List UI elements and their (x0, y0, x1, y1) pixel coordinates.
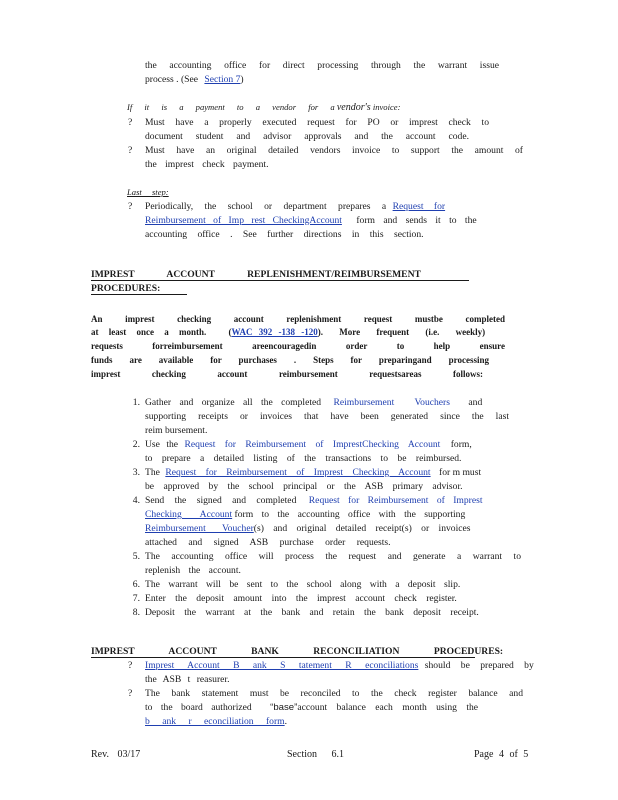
checking-account-link[interactable]: Checking Account (145, 509, 233, 520)
more-frequent-text: ). More frequent (i.e. weekly) (317, 327, 486, 337)
step-6-number: 6. (132, 579, 140, 590)
reimbursement-voucher-link[interactable]: Reimbursement Voucher (145, 523, 254, 534)
bullet-marker: ? (128, 201, 133, 212)
replenishment-heading-line-2: PROCEDURES: (91, 283, 161, 294)
last-step-line-3: accounting office . See further directions in this section. (145, 229, 424, 240)
bank-reconciliation-form-link[interactable]: b ank r econciliation form (145, 716, 285, 727)
step-4-form-text: form to the accounting office with the supporting (234, 509, 466, 520)
step-2-line-2: to prepare a detailed listing of the transactions to be reimbursed. (145, 453, 462, 464)
reimbursement-vouchers-link[interactable]: Reimbursement Vouchers (333, 397, 450, 408)
step-3-number: 3. (132, 467, 140, 478)
step-1-text: Gather and organize all the completed (145, 397, 322, 408)
step-4-line-1 (145, 494, 483, 508)
last-step-line-2 (145, 214, 477, 228)
step-7-line-1: Enter the deposit amount into the imprest account check register. (145, 593, 457, 604)
intro-close-paren: ) (240, 74, 244, 85)
bullet-marker: ? (128, 145, 133, 156)
step-5-line-1: The accounting office will process the request and generate a warrant to (145, 551, 521, 562)
step-1-line-1 (145, 396, 505, 410)
base-quoted-text: “base” (270, 702, 298, 713)
request-reimbursement-imprest-link[interactable]: Request for Reimbursement of Imprest (308, 495, 483, 506)
request-reimbursement-underlined-link[interactable]: Request for Reimbursement of Imprest Checking Account (165, 467, 431, 478)
step-2-line-1 (145, 438, 472, 452)
heading-underline (91, 657, 475, 658)
last-step-heading: Last step: (127, 187, 169, 197)
vendor-heading-suffix: invoice: (372, 102, 401, 112)
footer-section: Section 6.1 (287, 749, 344, 760)
step-8-line-1: Deposit the warrant at the bank and retain the bank deposit receipt. (145, 607, 479, 618)
replenishment-heading-line-1: IMPREST ACCOUNT REPLENISHMENT/REIMBURSEMENT (91, 269, 421, 280)
vendor-heading-emph: vendor's (336, 102, 371, 113)
intro-line-2 (145, 73, 244, 87)
reimbursement-imprest-checking-link[interactable]: Reimbursement of Imp rest CheckingAccount (145, 215, 342, 226)
last-step-text: Periodically, the school or department prepares a (145, 201, 387, 212)
step-4-receipts-text: (s) and original detailed receipt(s) or invoices (253, 523, 471, 534)
step-5-number: 5. (132, 551, 140, 562)
replenishment-para-line-2 (91, 326, 485, 340)
step-3-form-must: for m must (439, 467, 482, 478)
vendor-heading-prefix: If it is a payment to a vendor for a (127, 102, 335, 112)
at-least-once-text: at least once a month. (91, 327, 207, 337)
vendor-bullet-1-line-2: document student and advisor approvals and the account code. (145, 131, 469, 142)
step-2-text: Use the (145, 439, 179, 450)
step-1-line-3: reim bursement. (145, 425, 208, 436)
vendor-bullet-2-line-2: the imprest check payment. (145, 159, 269, 170)
reconciliation-heading: IMPREST ACCOUNT BANK RECONCILIATION PROCEDURES: (91, 646, 504, 657)
footer-page-number: Page 4 of 5 (474, 749, 529, 760)
wac-link[interactable]: WAC 392 -138 -120 (231, 327, 318, 337)
step-4-number: 4. (132, 495, 140, 506)
step-1-line-2: supporting receipts or invoices that have been generated since the last (145, 411, 509, 422)
replenishment-para-line-4: funds are available for purchases . Steps for preparingand processing (91, 355, 489, 365)
step-5-line-2: replenish the account. (145, 565, 241, 576)
reconciliation-bullet-2-line-2 (145, 701, 478, 715)
step-4-text: Send the signed and completed (145, 495, 297, 506)
footer-revision: Rev. 03/17 (91, 749, 141, 760)
request-reimbursement-link[interactable]: Request for Reimbursement of ImprestChecking Account (184, 439, 441, 450)
bullet-marker: ? (128, 660, 133, 671)
replenishment-para-line-5: imprest checking account reimbursement requestsareas follows: (91, 369, 483, 379)
board-authorized-text: to the board authorized (145, 702, 252, 713)
step-8-number: 8. (132, 607, 140, 618)
replenishment-para-line-3: requests forreimbursement areencouragedin order to help ensure (91, 341, 505, 351)
step-4-line-3 (145, 522, 471, 536)
heading-underline (91, 280, 469, 281)
step-1-and: and (468, 397, 483, 408)
vendor-bullet-1-line-1: Must have a properly executed request for PO or imprest check to (145, 117, 489, 128)
reconciliation-bullet-2-line-1: The bank statement must be reconciled to the check register balance and (145, 688, 523, 699)
request-for-link[interactable]: Request for (392, 201, 446, 212)
vendor-bullet-2-line-1: Must have an original detailed vendors invoice to support the amount of (145, 145, 523, 156)
should-be-prepared-text: should be prepared by (424, 660, 534, 671)
bullet-marker: ? (128, 117, 133, 128)
vendor-invoice-heading (127, 101, 401, 115)
step-2-form: form, (450, 439, 472, 450)
step-6-line-1: The warrant will be sent to the school along with a deposit slip. (145, 579, 461, 590)
reconciliation-bullet-1-line-2: the ASB t reasurer. (145, 674, 230, 685)
intro-line-1: the accounting office for direct processing through the warrant issue (145, 60, 499, 71)
step-4-line-2 (145, 508, 465, 522)
step-1-number: 1. (132, 397, 140, 408)
section-7-link[interactable]: Section 7 (204, 74, 241, 85)
account-balance-text: account balance each month using the (297, 702, 479, 713)
last-step-line-1 (145, 200, 445, 214)
step-2-number: 2. (132, 439, 140, 450)
step-3-text: The (145, 467, 160, 478)
bank-statement-reconciliations-link[interactable]: Imprest Account B ank S tatement R econciliations (145, 660, 419, 671)
step-7-number: 7. (132, 593, 140, 604)
bullet-marker: ? (128, 688, 133, 699)
step-3-line-2: be approved by the school principal or the ASB primary advisor. (145, 481, 463, 492)
open-paren: ( (228, 327, 232, 337)
last-step-form-text: form and sends it to the (356, 215, 477, 226)
step-3-line-1 (145, 466, 481, 480)
period: . (284, 716, 288, 727)
reconciliation-bullet-1-line-1 (145, 659, 534, 673)
replenishment-para-line-1: An imprest checking account replenishment request mustbe completed (91, 314, 505, 324)
step-4-line-4: attached and signed ASB purchase order requests. (145, 537, 391, 548)
heading-underline (91, 294, 187, 295)
reconciliation-bullet-2-line-3 (145, 715, 287, 729)
intro-see-text: process . (See (145, 74, 199, 85)
